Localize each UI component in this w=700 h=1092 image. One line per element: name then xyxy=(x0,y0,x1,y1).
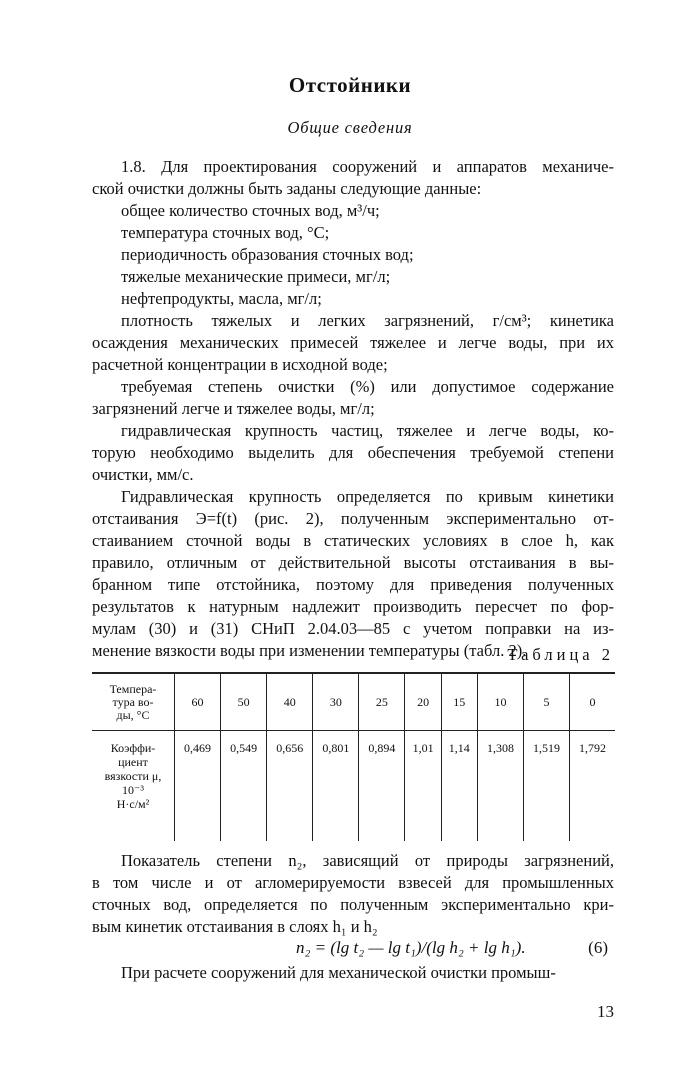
text-line: нефтепродукты, масла, мг/л; xyxy=(121,289,322,308)
page-number: 13 xyxy=(597,1002,614,1021)
text-line: требуемая степень очистки (%) или допустимое содержание xyxy=(121,377,614,396)
temperature-cell: 20 xyxy=(405,673,441,731)
viscosity-header-line: циент xyxy=(118,755,148,769)
temperature-cell: 5 xyxy=(524,673,570,731)
text-line: общее количество сточных вод, м³/ч; xyxy=(121,201,380,220)
viscosity-cell: 1,308 xyxy=(477,731,523,842)
viscosity-cell: 0,656 xyxy=(267,731,313,842)
text-line: стаиванием сточной воды в статических условиях в слое h, как xyxy=(92,531,614,550)
text-line: мулам (30) и (31) СНиП 2.04.03—85 с учетом поправки на из- xyxy=(92,619,614,638)
formula: n₂ = (lg t₂ — lg t₁)/(lg h₂ + lg h₁). xyxy=(296,938,526,957)
text-line: гидравлическая крупность частиц, тяжелее и легче воды, ко- xyxy=(121,421,614,440)
temperature-header-line: тура во- xyxy=(112,694,154,709)
temperature-cell: 0 xyxy=(570,673,615,731)
text-line: отстаивания Э=f(t) (рис. 2), полученным экспериментально от- xyxy=(92,509,614,528)
temperature-cell: 60 xyxy=(175,673,221,731)
temperature-cell: 25 xyxy=(359,673,405,731)
section-subtitle: Общие сведения xyxy=(287,118,413,137)
text-line: Гидравлическая крупность определяется по кривым кинетики xyxy=(121,487,614,506)
viscosity-header-line: вязкости μ, xyxy=(104,769,162,783)
temperature-cell: 10 xyxy=(477,673,523,731)
viscosity-cell: 0,894 xyxy=(359,731,405,842)
text-line: осаждения механических примесей тяжелее и легче воды, при их xyxy=(92,333,614,352)
viscosity-cell: 1,01 xyxy=(405,731,441,842)
viscosity-header-line: Коэффи- xyxy=(110,741,156,755)
temperature-header-line: Темпера- xyxy=(109,681,157,696)
section-title: Отстойники xyxy=(288,73,412,97)
viscosity-header xyxy=(92,731,175,842)
temperature-header-line: ды, °С xyxy=(116,707,150,722)
text-line: загрязнений легче и тяжелее воды, мг/л; xyxy=(92,399,375,418)
temperature-cell: 30 xyxy=(313,673,359,731)
viscosity-cell: 0,549 xyxy=(221,731,267,842)
table-caption: Таблица 2 xyxy=(507,645,614,664)
text-line: периодичность образования сточных вод; xyxy=(121,245,414,264)
temperature-cell: 40 xyxy=(267,673,313,731)
viscosity-header-line: Н·с/м² xyxy=(116,797,150,811)
text-line: плотность тяжелых и легких загрязнений, г/см³; кинетика xyxy=(121,311,614,330)
text-line: Показатель степени n₂, зависящий от природы загрязнений, xyxy=(121,851,614,870)
text-line: менение вязкости воды при изменении температуры (табл. 2). xyxy=(92,641,527,660)
temperature-header xyxy=(92,673,175,731)
text-line: в том числе и от агломерируемости взвесей для промышленных xyxy=(92,873,614,892)
temperature-cell: 50 xyxy=(221,673,267,731)
text-line: ской очистки должны быть заданы следующие данные: xyxy=(92,179,482,198)
text-line: расчетной концентрации в исходной воде; xyxy=(92,355,388,374)
text-line: вым кинетик отстаивания в слоях h₁ и h₂ xyxy=(92,917,378,936)
text-line: правило, отличным от действительной высоты отстаивания в вы- xyxy=(92,553,614,572)
viscosity-cell: 1,14 xyxy=(441,731,477,842)
viscosity-table xyxy=(92,672,615,841)
viscosity-cell: 0,801 xyxy=(313,731,359,842)
formula-number: (6) xyxy=(588,938,608,957)
text-line: результатов к натурным надлежит производить пересчет по фор- xyxy=(92,597,614,616)
text-line: температура сточных вод, °С; xyxy=(121,223,330,242)
text-line: тяжелые механические примеси, мг/л; xyxy=(121,267,391,286)
viscosity-cell: 1,519 xyxy=(524,731,570,842)
text-line: торую необходимо выделить для обеспечения требуемой степени xyxy=(92,443,614,462)
text-line: бранном типе отстойника, поэтому для приведения полученных xyxy=(92,575,614,594)
text-line: 1.8. Для проектирования сооружений и аппаратов механиче- xyxy=(121,157,614,176)
temperature-cell: 15 xyxy=(441,673,477,731)
viscosity-cell: 0,469 xyxy=(175,731,221,842)
viscosity-cell: 1,792 xyxy=(570,731,615,842)
last-line: При расчете сооружений для механической очистки промыш- xyxy=(121,963,556,982)
text-line: сточных вод, определяется по полученным экспериментально кри- xyxy=(92,895,614,914)
viscosity-header-line: 10⁻³ xyxy=(122,783,144,797)
text-line: очистки, мм/с. xyxy=(92,465,194,484)
